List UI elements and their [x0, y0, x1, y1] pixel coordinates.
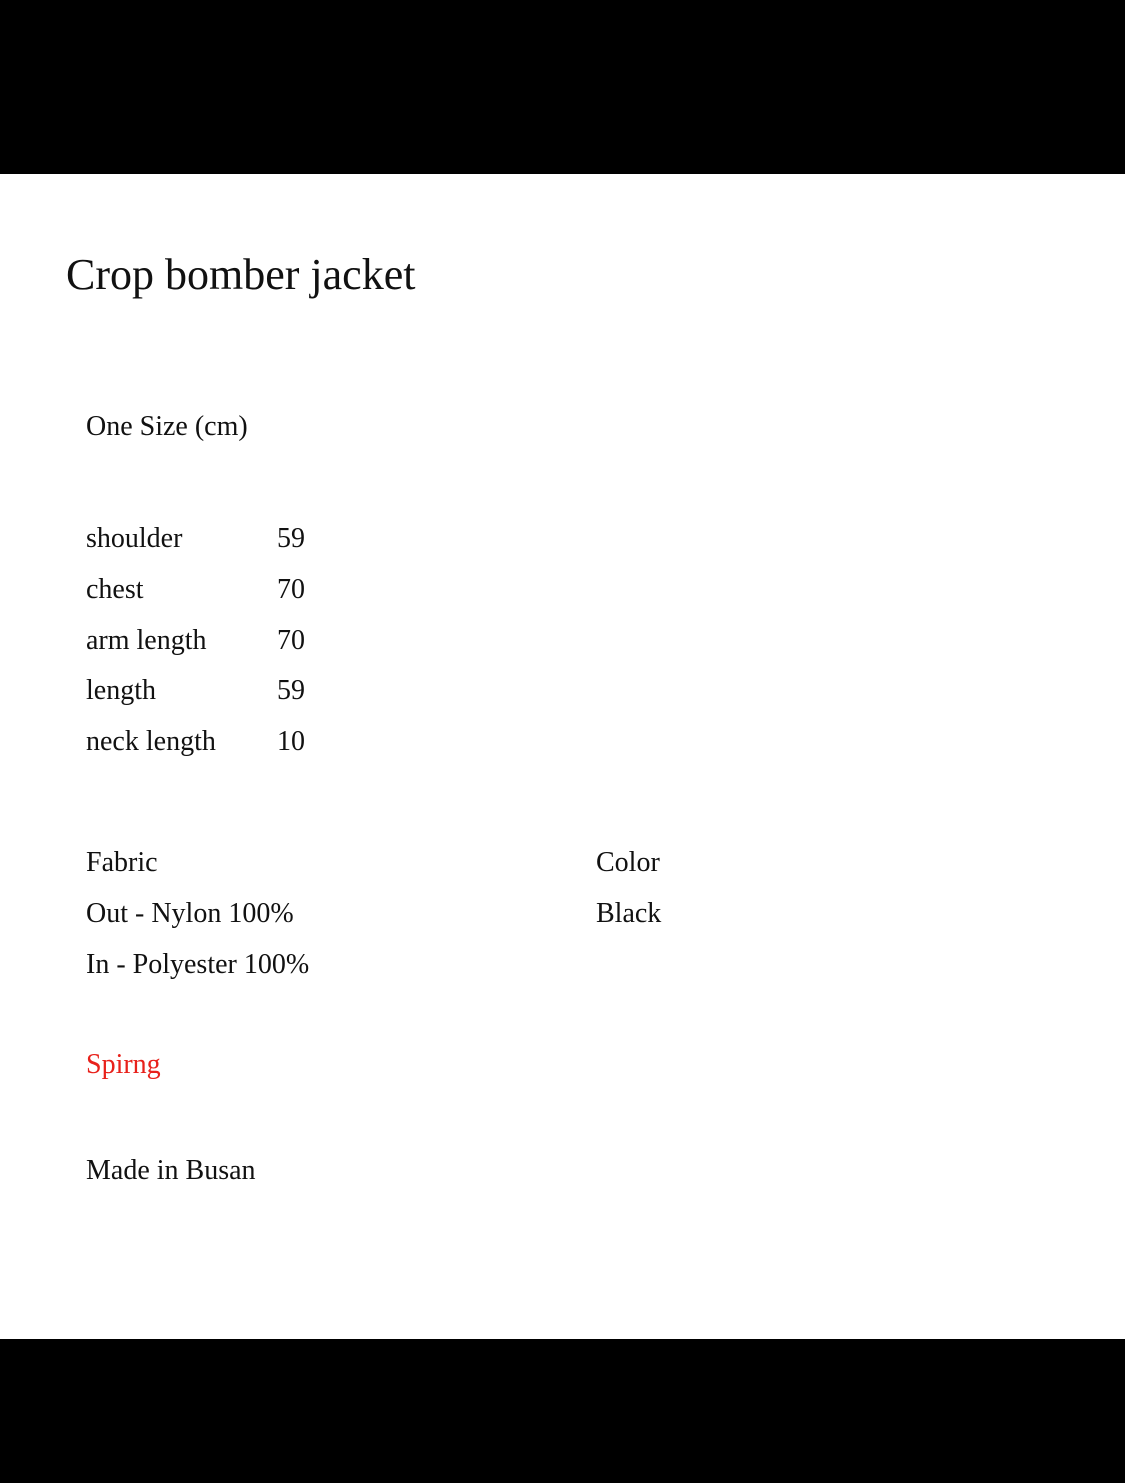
color-section	[596, 846, 661, 948]
bottom-black-bar	[0, 1339, 1125, 1483]
product-title: Crop bomber jacket	[66, 250, 416, 299]
measurement-value: 59	[277, 675, 305, 707]
measurement-row	[86, 573, 305, 624]
color-heading: Color	[596, 847, 660, 878]
measurement-table	[86, 522, 305, 776]
season-label: Spirng	[86, 1049, 161, 1080]
measurement-name: length	[86, 675, 156, 707]
measurement-name: shoulder	[86, 523, 183, 554]
origin-label: Made in Busan	[86, 1155, 256, 1186]
measurement-row	[86, 624, 305, 675]
measurement-name: neck length	[86, 726, 216, 758]
fabric-outer: Out - Nylon 100%	[86, 898, 294, 929]
fabric-inner: In - Polyester 100%	[86, 949, 310, 980]
measurement-row	[86, 522, 305, 573]
measurement-value: 10	[277, 726, 305, 758]
product-detail-panel	[0, 174, 1125, 1339]
fabric-heading: Fabric	[86, 847, 158, 878]
measurement-value: 70	[277, 624, 305, 656]
fabric-section	[86, 846, 309, 999]
color-value: Black	[596, 898, 662, 929]
top-black-bar	[0, 0, 1125, 174]
measurement-value: 59	[277, 523, 305, 554]
measurement-row	[86, 725, 305, 776]
size-label: One Size (cm)	[86, 411, 248, 442]
measurement-name: arm length	[86, 624, 207, 656]
measurement-row	[86, 674, 305, 725]
measurement-value: 70	[277, 573, 305, 605]
measurement-name: chest	[86, 573, 144, 605]
